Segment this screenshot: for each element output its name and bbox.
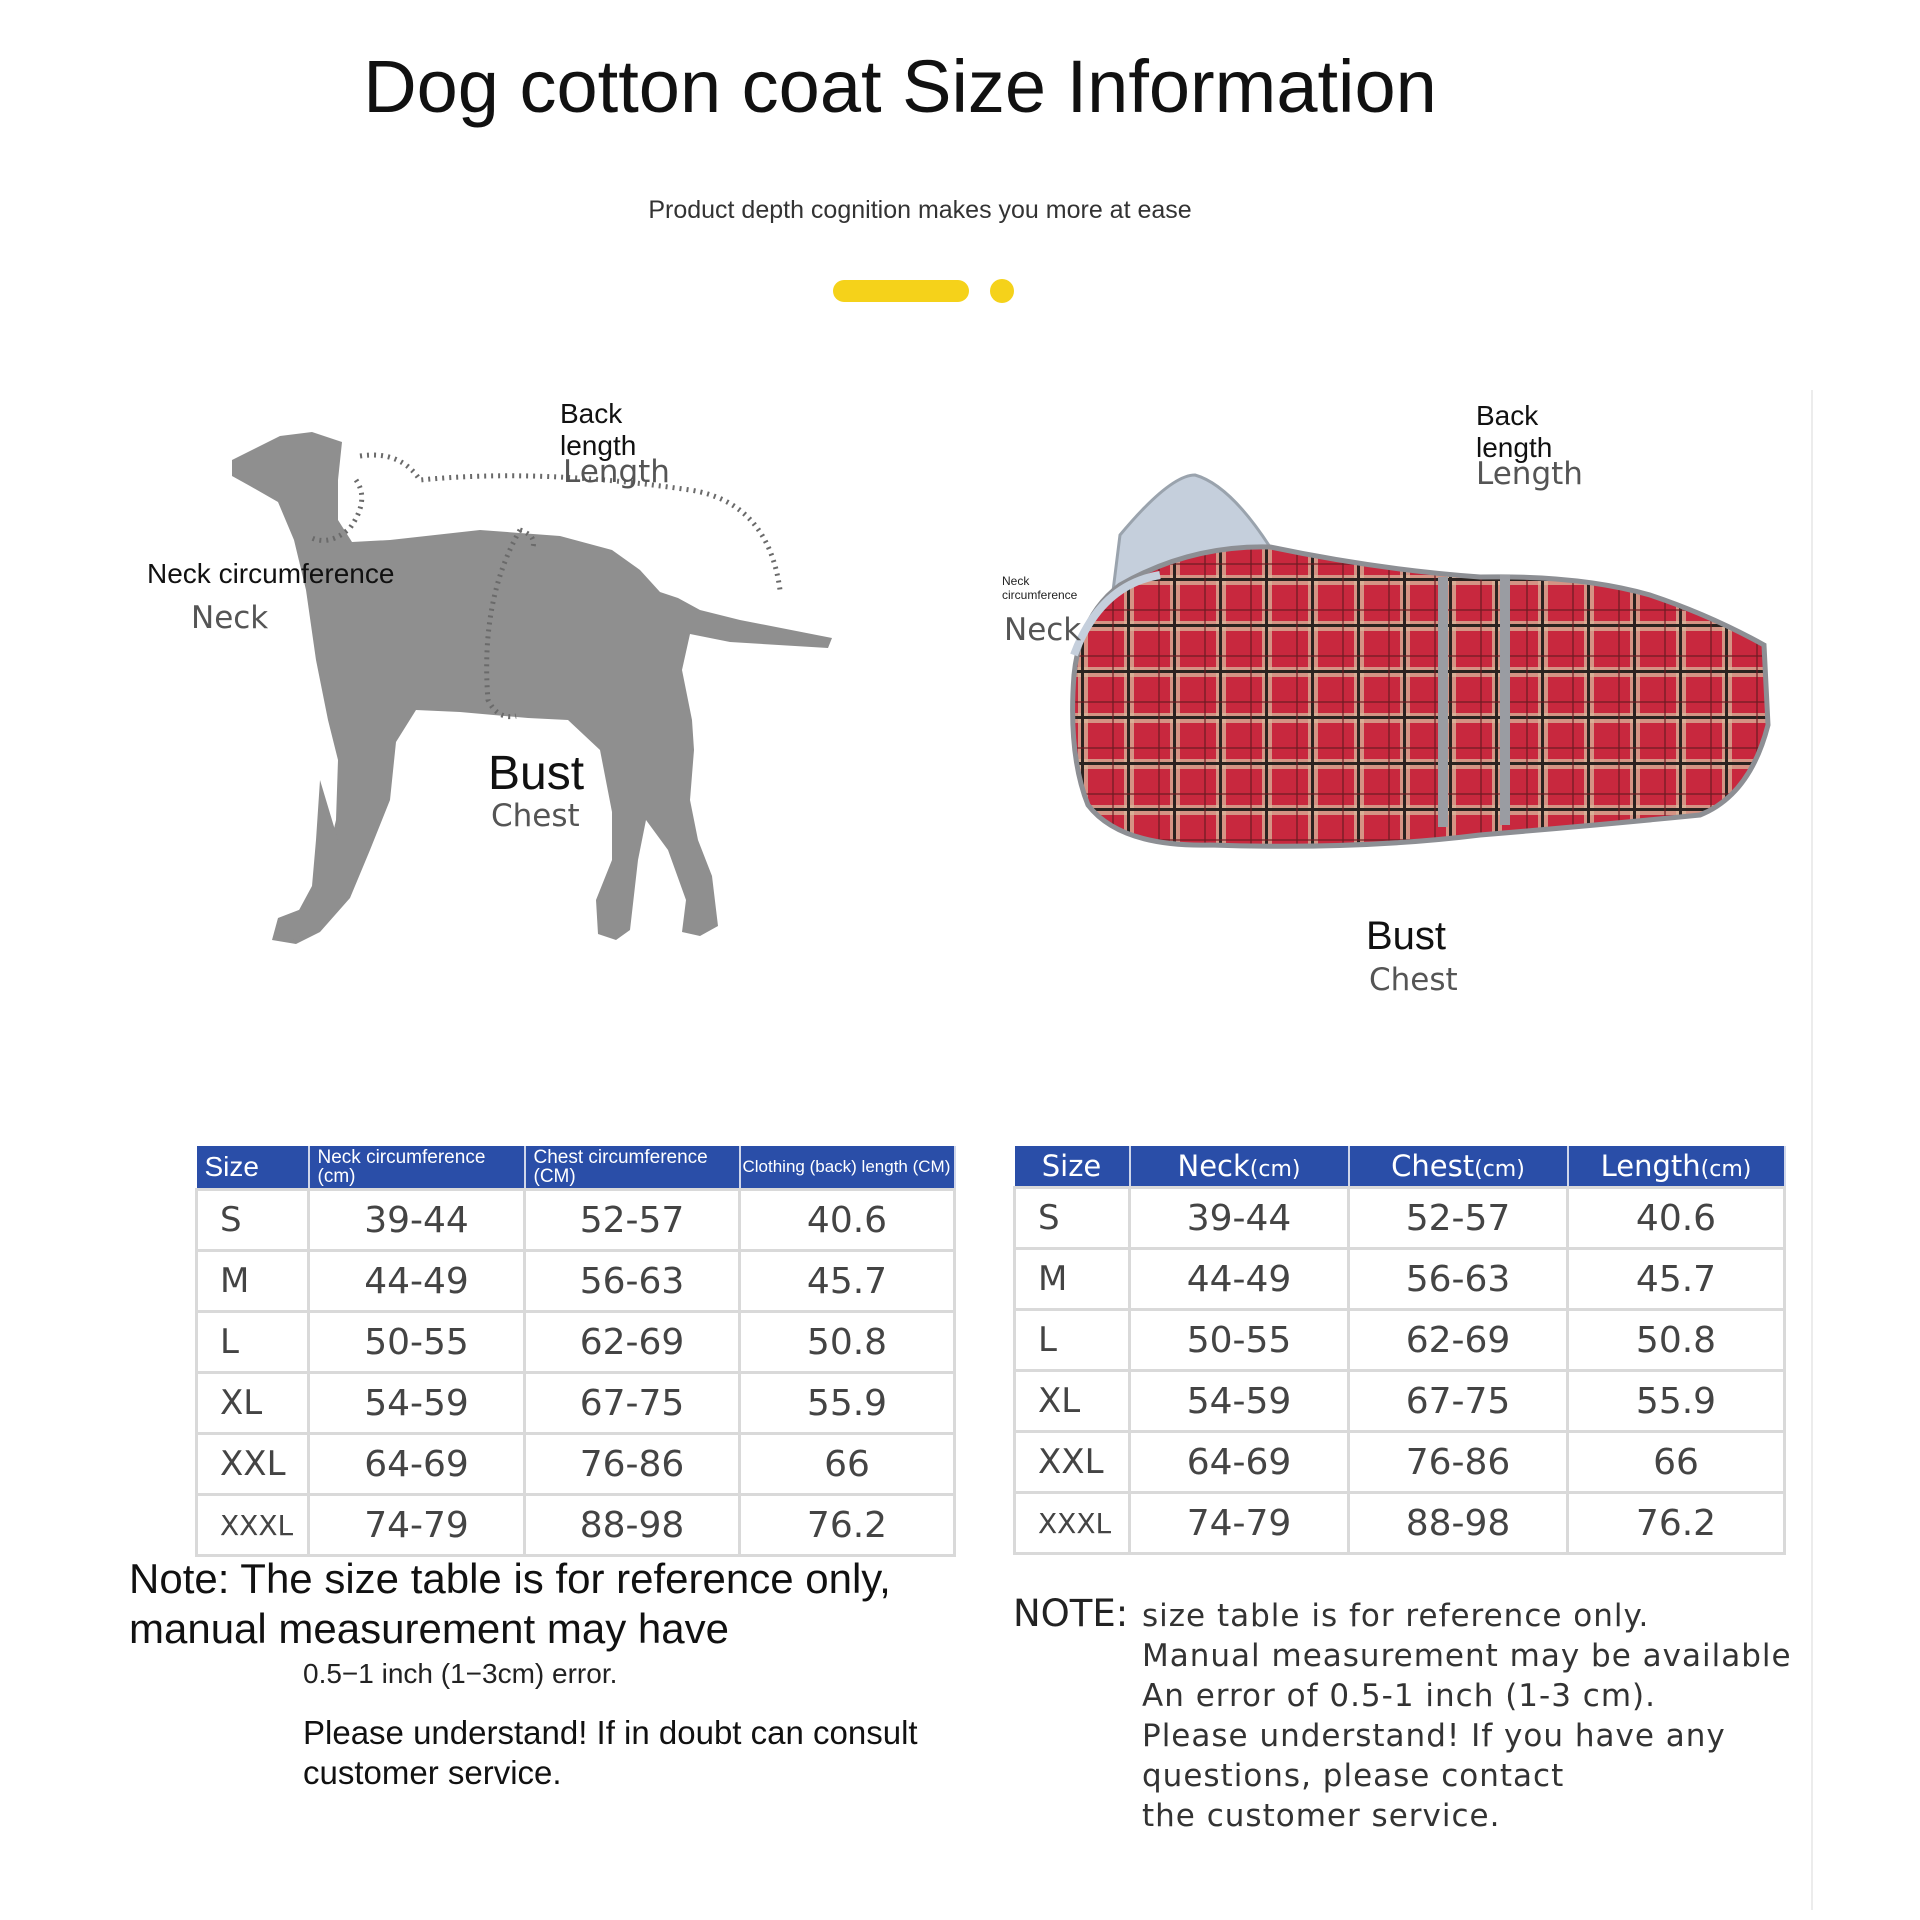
note-left-contact: Please understand! If in doubt can consult customer service.: [303, 1714, 918, 1791]
measurement-cell: 74-79: [309, 1495, 525, 1556]
measurement-cell: 74-79: [1130, 1493, 1349, 1554]
size-cell: S: [197, 1190, 309, 1251]
measurement-cell: 50.8: [740, 1312, 955, 1373]
plaid-coat-image: [1060, 465, 1780, 865]
header-neck: Neck circumference (cm): [309, 1146, 525, 1190]
header-size: Size: [197, 1146, 309, 1190]
measurement-cell: 62-69: [525, 1312, 740, 1373]
note-right-line: the customer service.: [1142, 1798, 1501, 1834]
measurement-cell: 54-59: [1130, 1371, 1349, 1432]
measurement-cell: 45.7: [1568, 1249, 1785, 1310]
size-cell: L: [197, 1312, 309, 1373]
table-row: [197, 1190, 955, 1251]
size-table-right: [1013, 1146, 1786, 1555]
measurement-cell: 54-59: [309, 1373, 525, 1434]
right-neck-label: Neck: [1004, 612, 1082, 648]
right-back-length-label: Back length: [1476, 400, 1553, 463]
measurement-cell: 76-86: [525, 1434, 740, 1495]
size-cell: M: [1015, 1249, 1130, 1310]
right-length-label: Length: [1476, 456, 1583, 492]
measurement-cell: 64-69: [1130, 1432, 1349, 1493]
decorative-dots: [833, 278, 1023, 304]
size-cell: M: [197, 1251, 309, 1312]
left-back-length-label: Back length: [560, 398, 637, 461]
note-left-main: Note: The size table is for reference only, manual measurement may have: [129, 1555, 891, 1652]
left-neck-circumference-label: Neck circumference: [147, 558, 395, 589]
page-subtitle: Product depth cognition makes you more at ease: [648, 196, 1192, 224]
table-row: [1015, 1310, 1785, 1371]
measurement-cell: 40.6: [1568, 1188, 1785, 1249]
table-row: [197, 1373, 955, 1434]
measurement-cell: 66: [1568, 1432, 1785, 1493]
size-cell: S: [1015, 1188, 1130, 1249]
header-chest: Chest(cm): [1349, 1146, 1568, 1188]
right-bust-label: Bust: [1366, 914, 1447, 958]
note-right-line: An error of 0.5-1 inch (1-3 cm).: [1142, 1678, 1656, 1714]
measurement-cell: 44-49: [309, 1251, 525, 1312]
table-header-row: [1015, 1146, 1785, 1188]
measurement-cell: 62-69: [1349, 1310, 1568, 1371]
accent-bar: [833, 280, 969, 302]
table-row: [197, 1495, 955, 1556]
note-right-heading: NOTE:: [1013, 1592, 1129, 1635]
measurement-cell: 67-75: [525, 1373, 740, 1434]
table-row: [197, 1251, 955, 1312]
size-cell: XXL: [197, 1434, 309, 1495]
size-cell: XL: [1015, 1371, 1130, 1432]
table-row: [1015, 1188, 1785, 1249]
measurement-cell: 76.2: [740, 1495, 955, 1556]
note-right-body: [1142, 1596, 1822, 1836]
measurement-cell: 40.6: [740, 1190, 955, 1251]
measurement-cell: 66: [740, 1434, 955, 1495]
measurement-cell: 50.8: [1568, 1310, 1785, 1371]
table-row: [197, 1312, 955, 1373]
measurement-cell: 39-44: [309, 1190, 525, 1251]
measurement-cell: 76-86: [1349, 1432, 1568, 1493]
table-row: [1015, 1493, 1785, 1554]
page-title: Dog cotton coat Size Information: [363, 45, 1437, 128]
right-neck-circumference-label: Neck circumference: [1002, 574, 1078, 602]
size-cell: XXXL: [1015, 1493, 1130, 1554]
measurement-cell: 88-98: [525, 1495, 740, 1556]
table-row: [197, 1434, 955, 1495]
header-chest: Chest circumference (CM): [525, 1146, 740, 1190]
size-cell: XXL: [1015, 1432, 1130, 1493]
table-row: [1015, 1249, 1785, 1310]
left-length-label: Length: [563, 454, 670, 490]
measurement-cell: 55.9: [740, 1373, 955, 1434]
measurement-cell: 64-69: [309, 1434, 525, 1495]
measurement-cell: 45.7: [740, 1251, 955, 1312]
dog-silhouette-image: [220, 420, 840, 960]
header-length: Clothing (back) length (CM): [740, 1146, 955, 1190]
note-right-line: Manual measurement may be available: [1142, 1638, 1792, 1674]
note-right-line: questions, please contact: [1142, 1758, 1565, 1794]
measurement-cell: 52-57: [1349, 1188, 1568, 1249]
table-row: [1015, 1371, 1785, 1432]
left-neck-label: Neck: [191, 600, 269, 636]
header-size: Size: [1015, 1146, 1130, 1188]
note-right-line: size table is for reference only.: [1142, 1598, 1650, 1634]
measurement-cell: 56-63: [525, 1251, 740, 1312]
table-header-row: [197, 1146, 955, 1190]
size-cell: XXXL: [197, 1495, 309, 1556]
size-cell: L: [1015, 1310, 1130, 1371]
size-cell: XL: [197, 1373, 309, 1434]
header-length: Length(cm): [1568, 1146, 1785, 1188]
note-left-error: 0.5−1 inch (1−3cm) error.: [303, 1658, 618, 1689]
measurement-cell: 44-49: [1130, 1249, 1349, 1310]
measurement-cell: 50-55: [1130, 1310, 1349, 1371]
note-right-line: Please understand! If you have any: [1142, 1718, 1726, 1754]
header-neck: Neck(cm): [1130, 1146, 1349, 1188]
measurement-cell: 39-44: [1130, 1188, 1349, 1249]
measurement-cell: 88-98: [1349, 1493, 1568, 1554]
size-table-left: [195, 1146, 956, 1557]
left-bust-label: Bust: [488, 747, 585, 800]
measurement-cell: 52-57: [525, 1190, 740, 1251]
table-row: [1015, 1432, 1785, 1493]
measurement-cell: 67-75: [1349, 1371, 1568, 1432]
measurement-cell: 56-63: [1349, 1249, 1568, 1310]
measurement-cell: 55.9: [1568, 1371, 1785, 1432]
measurement-cell: 76.2: [1568, 1493, 1785, 1554]
left-chest-label: Chest: [491, 798, 580, 834]
measurement-cell: 50-55: [309, 1312, 525, 1373]
right-chest-label: Chest: [1369, 962, 1458, 998]
accent-dot: [990, 279, 1014, 303]
